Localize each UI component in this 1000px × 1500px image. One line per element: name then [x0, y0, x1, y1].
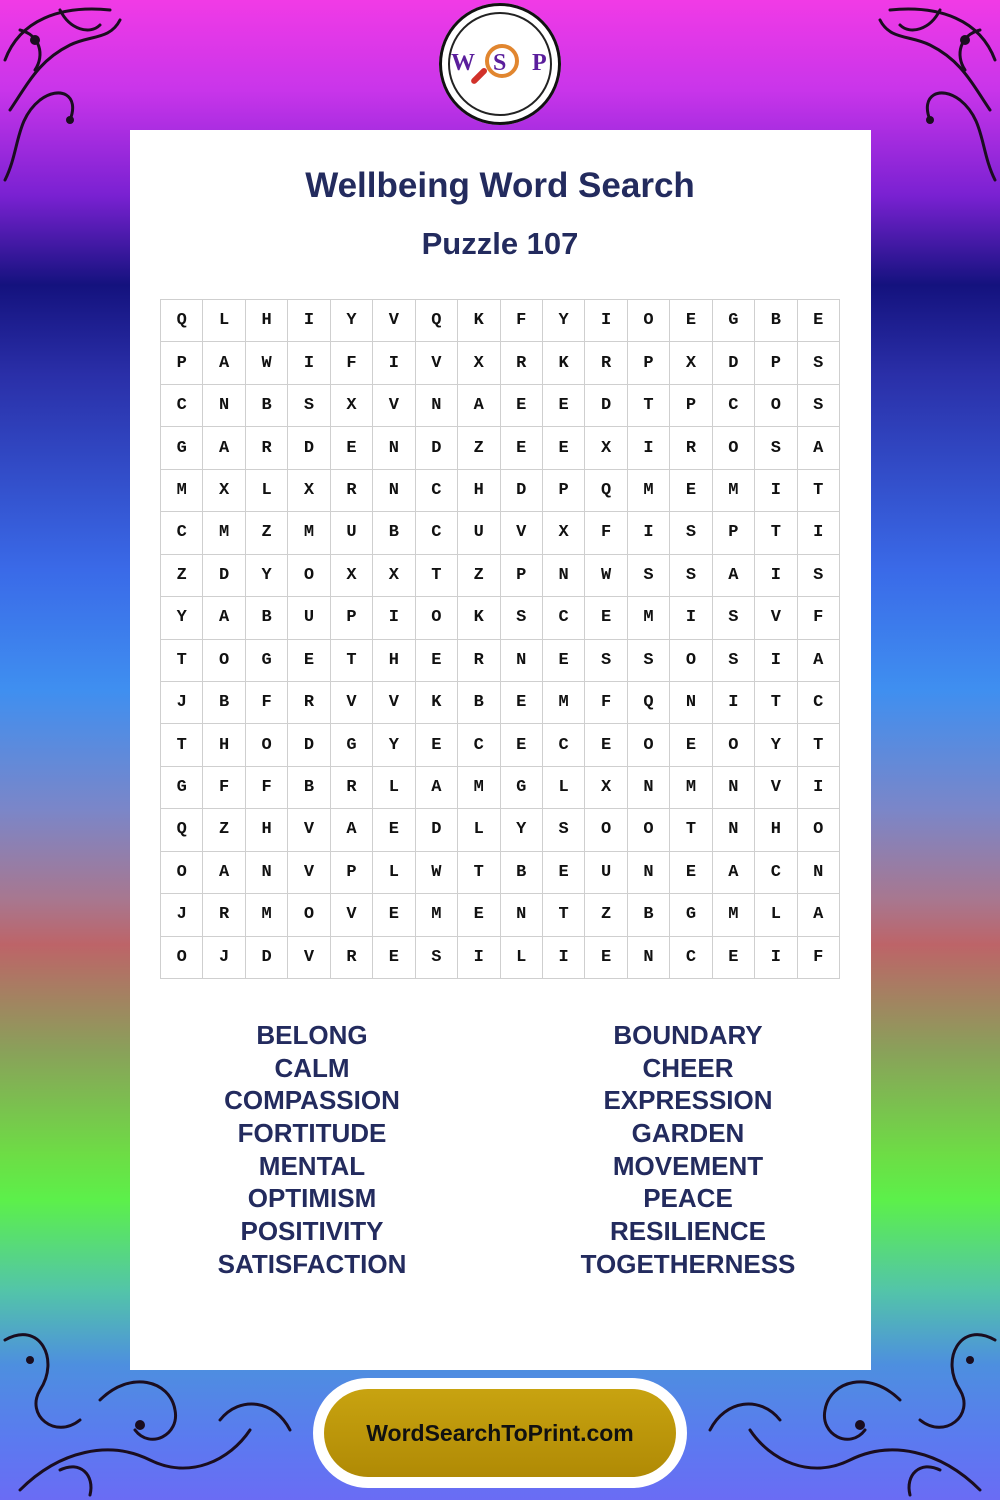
grid-cell[interactable]: Q [161, 809, 203, 851]
grid-cell[interactable]: I [755, 937, 797, 979]
grid-cell[interactable]: C [798, 682, 840, 724]
grid-cell[interactable]: H [373, 640, 415, 682]
grid-cell[interactable]: K [458, 597, 500, 639]
grid-cell[interactable]: E [670, 300, 712, 342]
grid-cell[interactable]: A [203, 342, 245, 384]
grid-cell[interactable]: F [798, 937, 840, 979]
grid-cell[interactable]: O [246, 724, 288, 766]
grid-cell[interactable]: S [288, 385, 330, 427]
grid-cell[interactable]: X [585, 767, 627, 809]
grid-cell[interactable]: S [416, 937, 458, 979]
grid-cell[interactable]: C [458, 724, 500, 766]
grid-cell[interactable]: S [713, 597, 755, 639]
word-list-right [488, 1019, 888, 1281]
page-title: Wellbeing Word Search [305, 166, 695, 205]
grid-cell[interactable]: I [585, 300, 627, 342]
grid-cell[interactable]: O [416, 597, 458, 639]
grid-cell[interactable]: S [798, 385, 840, 427]
grid-cell[interactable]: Y [543, 300, 585, 342]
grid-cell[interactable]: W [246, 342, 288, 384]
grid-cell[interactable]: E [798, 300, 840, 342]
word-item: PEACE [643, 1183, 733, 1214]
word-item: FORTITUDE [237, 1118, 387, 1149]
grid-cell[interactable]: C [416, 512, 458, 554]
grid-cell[interactable]: S [628, 640, 670, 682]
grid-cell[interactable]: T [416, 555, 458, 597]
grid-cell[interactable]: D [501, 470, 543, 512]
grid-cell[interactable]: V [755, 767, 797, 809]
grid-cell[interactable]: E [458, 894, 500, 936]
grid-cell[interactable]: P [670, 385, 712, 427]
grid-cell[interactable]: T [798, 724, 840, 766]
grid-cell[interactable]: C [543, 597, 585, 639]
logo-letter: W [451, 50, 475, 76]
grid-cell[interactable]: N [501, 640, 543, 682]
grid-cell[interactable]: N [670, 682, 712, 724]
word-item: OPTIMISM [247, 1183, 377, 1214]
grid-cell[interactable]: W [416, 852, 458, 894]
grid-cell[interactable]: X [288, 470, 330, 512]
grid-cell[interactable]: E [585, 597, 627, 639]
grid-cell[interactable]: S [670, 512, 712, 554]
grid-cell[interactable]: V [331, 682, 373, 724]
grid-cell[interactable]: C [670, 937, 712, 979]
grid-cell[interactable]: K [458, 300, 500, 342]
grid-cell[interactable]: A [713, 852, 755, 894]
grid-cell[interactable]: O [713, 724, 755, 766]
grid-cell[interactable]: L [458, 809, 500, 851]
grid-cell[interactable]: E [585, 724, 627, 766]
grid-cell[interactable]: Q [585, 470, 627, 512]
grid-cell[interactable]: J [161, 894, 203, 936]
grid-cell[interactable]: B [628, 894, 670, 936]
logo-letter: S [493, 50, 507, 76]
grid-cell[interactable]: D [416, 809, 458, 851]
grid-cell[interactable]: V [373, 385, 415, 427]
grid-cell[interactable]: B [288, 767, 330, 809]
grid-cell[interactable]: X [543, 512, 585, 554]
grid-cell[interactable]: O [628, 724, 670, 766]
grid-cell[interactable]: R [331, 937, 373, 979]
grid-cell[interactable]: M [543, 682, 585, 724]
grid-cell[interactable]: T [755, 682, 797, 724]
grid-cell[interactable]: E [543, 640, 585, 682]
grid-cell[interactable]: O [161, 937, 203, 979]
grid-cell[interactable]: J [203, 937, 245, 979]
grid-cell[interactable]: M [288, 512, 330, 554]
grid-cell[interactable]: U [288, 597, 330, 639]
grid-cell[interactable]: T [543, 894, 585, 936]
grid-cell[interactable]: I [755, 640, 797, 682]
grid-cell[interactable]: U [458, 512, 500, 554]
grid-cell[interactable]: Y [501, 809, 543, 851]
grid-cell[interactable]: V [288, 852, 330, 894]
grid-cell[interactable]: Y [755, 724, 797, 766]
grid-cell[interactable]: K [416, 682, 458, 724]
grid-cell[interactable]: I [755, 555, 797, 597]
grid-cell[interactable]: E [501, 724, 543, 766]
grid-cell[interactable]: C [161, 512, 203, 554]
grid-cell[interactable]: O [670, 640, 712, 682]
grid-cell[interactable]: P [543, 470, 585, 512]
grid-cell[interactable]: D [288, 427, 330, 469]
grid-cell[interactable]: X [373, 555, 415, 597]
grid-cell[interactable]: Q [416, 300, 458, 342]
grid-cell[interactable]: E [331, 427, 373, 469]
word-item: TOGETHERNESS [580, 1248, 796, 1279]
grid-cell[interactable]: S [713, 640, 755, 682]
grid-cell[interactable]: T [161, 724, 203, 766]
grid-cell[interactable]: G [161, 427, 203, 469]
grid-cell[interactable]: A [203, 597, 245, 639]
grid-cell[interactable]: E [543, 427, 585, 469]
word-item: BELONG [256, 1020, 368, 1050]
grid-cell[interactable]: Z [585, 894, 627, 936]
grid-cell[interactable]: L [543, 767, 585, 809]
grid-cell[interactable]: O [161, 852, 203, 894]
grid-cell[interactable]: B [246, 597, 288, 639]
grid-cell[interactable]: Y [373, 724, 415, 766]
grid-cell[interactable]: F [585, 512, 627, 554]
grid-cell[interactable]: I [543, 937, 585, 979]
grid-cell[interactable]: S [798, 555, 840, 597]
grid-cell[interactable]: M [628, 470, 670, 512]
grid-cell[interactable]: E [288, 640, 330, 682]
grid-cell[interactable]: R [331, 767, 373, 809]
grid-cell[interactable]: R [670, 427, 712, 469]
grid-cell[interactable]: M [713, 894, 755, 936]
grid-cell[interactable]: Q [628, 682, 670, 724]
grid-cell[interactable]: O [628, 300, 670, 342]
grid-cell[interactable]: E [543, 385, 585, 427]
word-item: MOVEMENT [612, 1150, 764, 1181]
grid-cell[interactable]: J [161, 682, 203, 724]
grid-cell[interactable]: N [416, 385, 458, 427]
grid-cell[interactable]: B [458, 682, 500, 724]
grid-cell[interactable]: M [458, 767, 500, 809]
grid-cell[interactable]: D [246, 937, 288, 979]
grid-cell[interactable]: T [458, 852, 500, 894]
grid-cell[interactable]: V [288, 937, 330, 979]
grid-cell[interactable]: F [585, 682, 627, 724]
grid-cell[interactable]: T [755, 512, 797, 554]
puzzle-number: Puzzle 107 [421, 226, 579, 261]
grid-cell[interactable]: G [501, 767, 543, 809]
grid-cell[interactable]: B [246, 385, 288, 427]
grid-cell[interactable]: O [203, 640, 245, 682]
grid-cell[interactable]: H [458, 470, 500, 512]
grid-cell[interactable]: I [373, 597, 415, 639]
grid-cell[interactable]: V [331, 894, 373, 936]
grid-cell[interactable]: U [585, 852, 627, 894]
grid-cell[interactable]: U [331, 512, 373, 554]
grid-cell[interactable]: F [331, 342, 373, 384]
grid-cell[interactable]: M [161, 470, 203, 512]
grid-cell[interactable]: I [288, 342, 330, 384]
grid-cell[interactable]: A [203, 852, 245, 894]
grid-cell[interactable]: Q [161, 300, 203, 342]
grid-cell[interactable]: S [543, 809, 585, 851]
grid-cell[interactable]: N [798, 852, 840, 894]
grid-cell[interactable]: Y [331, 300, 373, 342]
grid-cell[interactable]: P [331, 597, 373, 639]
grid-cell[interactable]: Z [203, 809, 245, 851]
logo-letter: P [532, 50, 547, 76]
grid-cell[interactable]: B [203, 682, 245, 724]
grid-cell[interactable]: Z [458, 427, 500, 469]
grid-cell[interactable]: N [713, 767, 755, 809]
grid-cell[interactable]: P [501, 555, 543, 597]
grid-cell[interactable]: E [501, 682, 543, 724]
grid-cell[interactable]: L [373, 767, 415, 809]
grid-cell[interactable]: D [203, 555, 245, 597]
word-list-left [112, 1019, 512, 1281]
grid-cell[interactable]: R [246, 427, 288, 469]
grid-cell[interactable]: E [585, 937, 627, 979]
grid-cell[interactable]: O [798, 809, 840, 851]
grid-cell[interactable]: M [203, 512, 245, 554]
grid-cell[interactable]: C [543, 724, 585, 766]
grid-cell[interactable]: R [288, 682, 330, 724]
grid-cell[interactable]: F [203, 767, 245, 809]
grid-cell[interactable]: L [246, 470, 288, 512]
grid-cell[interactable]: E [501, 427, 543, 469]
grid-cell[interactable]: Y [246, 555, 288, 597]
grid-cell[interactable]: V [373, 682, 415, 724]
grid-cell[interactable]: S [755, 427, 797, 469]
grid-cell[interactable]: G [670, 894, 712, 936]
grid-cell[interactable]: K [543, 342, 585, 384]
grid-cell[interactable]: L [373, 852, 415, 894]
grid-cell[interactable]: A [798, 640, 840, 682]
grid-cell[interactable]: D [288, 724, 330, 766]
word-item: GARDEN [631, 1118, 745, 1149]
grid-cell[interactable]: X [670, 342, 712, 384]
grid-cell[interactable]: G [161, 767, 203, 809]
grid-cell[interactable]: O [288, 555, 330, 597]
grid-cell[interactable]: I [373, 342, 415, 384]
grid-cell[interactable]: A [798, 894, 840, 936]
grid-cell[interactable]: Z [161, 555, 203, 597]
word-item: COMPASSION [224, 1085, 400, 1116]
grid-cell[interactable]: S [798, 342, 840, 384]
grid-cell[interactable]: R [458, 640, 500, 682]
grid-cell[interactable]: T [161, 640, 203, 682]
grid-cell[interactable]: E [501, 385, 543, 427]
grid-cell[interactable]: F [246, 682, 288, 724]
grid-cell[interactable]: E [416, 640, 458, 682]
grid-cell[interactable]: X [203, 470, 245, 512]
grid-cell[interactable]: I [628, 427, 670, 469]
grid-cell[interactable]: N [628, 767, 670, 809]
grid-cell[interactable]: D [416, 427, 458, 469]
grid-cell[interactable]: P [713, 512, 755, 554]
grid-cell[interactable]: N [713, 809, 755, 851]
grid-cell[interactable]: I [288, 300, 330, 342]
grid-cell[interactable]: C [755, 852, 797, 894]
grid-cell[interactable]: C [416, 470, 458, 512]
grid-cell[interactable]: H [246, 300, 288, 342]
grid-cell[interactable]: O [755, 385, 797, 427]
word-item: MENTAL [258, 1150, 366, 1181]
grid-cell[interactable]: E [373, 937, 415, 979]
grid-cell[interactable]: X [585, 427, 627, 469]
grid-cell[interactable]: T [798, 470, 840, 512]
word-item: POSITIVITY [240, 1216, 384, 1247]
grid-cell[interactable]: E [543, 852, 585, 894]
grid-cell[interactable]: N [373, 427, 415, 469]
grid-cell[interactable]: B [755, 300, 797, 342]
grid-cell[interactable]: X [331, 555, 373, 597]
grid-cell[interactable]: H [755, 809, 797, 851]
grid-cell[interactable]: H [203, 724, 245, 766]
grid-cell[interactable]: E [670, 724, 712, 766]
grid-cell[interactable]: N [628, 852, 670, 894]
grid-cell[interactable]: D [713, 342, 755, 384]
grid-cell[interactable]: I [628, 512, 670, 554]
word-item: RESILIENCE [609, 1216, 767, 1247]
grid-cell[interactable]: W [585, 555, 627, 597]
grid-cell[interactable]: D [585, 385, 627, 427]
word-item: EXPRESSION [603, 1085, 773, 1116]
grid-cell[interactable]: N [543, 555, 585, 597]
grid-cell[interactable]: G [246, 640, 288, 682]
grid-cell[interactable]: V [288, 809, 330, 851]
grid-cell[interactable]: F [246, 767, 288, 809]
grid-cell[interactable]: N [246, 852, 288, 894]
grid-cell[interactable]: O [628, 809, 670, 851]
grid-cell[interactable]: F [501, 300, 543, 342]
grid-cell[interactable]: R [331, 470, 373, 512]
grid-cell[interactable]: P [331, 852, 373, 894]
grid-cell[interactable]: I [713, 682, 755, 724]
grid-cell[interactable]: H [246, 809, 288, 851]
grid-cell[interactable]: N [373, 470, 415, 512]
grid-cell[interactable]: M [416, 894, 458, 936]
grid-cell[interactable]: N [628, 937, 670, 979]
grid-cell[interactable]: R [501, 342, 543, 384]
wsp-logo [439, 3, 561, 125]
letter-grid [160, 299, 840, 979]
grid-cell[interactable]: A [203, 427, 245, 469]
grid-cell[interactable]: S [628, 555, 670, 597]
grid-cell[interactable]: M [670, 767, 712, 809]
grid-cell[interactable]: V [755, 597, 797, 639]
grid-cell[interactable]: E [670, 470, 712, 512]
grid-cell[interactable]: L [755, 894, 797, 936]
grid-cell[interactable]: N [203, 385, 245, 427]
grid-cell[interactable]: A [713, 555, 755, 597]
grid-cell[interactable]: S [501, 597, 543, 639]
grid-cell[interactable]: T [331, 640, 373, 682]
grid-cell[interactable]: M [246, 894, 288, 936]
grid-cell[interactable]: T [670, 809, 712, 851]
word-item: CALM [274, 1052, 350, 1083]
grid-cell[interactable]: V [501, 512, 543, 554]
word-item: CHEER [642, 1052, 734, 1083]
grid-cell[interactable]: O [288, 894, 330, 936]
grid-cell[interactable]: I [755, 470, 797, 512]
grid-cell[interactable]: R [585, 342, 627, 384]
grid-cell[interactable]: E [373, 894, 415, 936]
grid-cell[interactable]: I [458, 937, 500, 979]
site-badge [313, 1378, 687, 1488]
grid-cell[interactable]: V [373, 300, 415, 342]
grid-cell[interactable]: C [161, 385, 203, 427]
grid-cell[interactable]: N [501, 894, 543, 936]
grid-cell[interactable]: P [161, 342, 203, 384]
word-item: BOUNDARY [613, 1020, 763, 1050]
word-item: SATISFACTION [217, 1248, 407, 1279]
grid-cell[interactable]: I [798, 512, 840, 554]
site-link[interactable]: WordSearchToPrint.com [324, 1389, 676, 1477]
grid-cell[interactable]: S [670, 555, 712, 597]
grid-cell[interactable]: L [203, 300, 245, 342]
grid-cell[interactable]: E [670, 852, 712, 894]
grid-cell[interactable]: P [628, 342, 670, 384]
grid-cell[interactable]: M [713, 470, 755, 512]
grid-cell[interactable]: C [713, 385, 755, 427]
grid-cell[interactable]: A [416, 767, 458, 809]
grid-cell[interactable]: R [203, 894, 245, 936]
grid-cell[interactable]: T [628, 385, 670, 427]
grid-cell[interactable]: E [373, 809, 415, 851]
grid-cell[interactable]: I [670, 597, 712, 639]
grid-cell[interactable]: F [798, 597, 840, 639]
grid-cell[interactable]: V [416, 342, 458, 384]
grid-cell[interactable]: M [628, 597, 670, 639]
grid-cell[interactable]: Z [458, 555, 500, 597]
grid-cell[interactable]: Z [246, 512, 288, 554]
grid-cell[interactable]: Y [161, 597, 203, 639]
grid-cell[interactable]: X [331, 385, 373, 427]
grid-cell[interactable]: A [331, 809, 373, 851]
grid-cell[interactable]: G [331, 724, 373, 766]
grid-cell[interactable]: I [798, 767, 840, 809]
grid-cell[interactable]: G [713, 300, 755, 342]
grid-cell[interactable]: L [501, 937, 543, 979]
grid-cell[interactable]: A [458, 385, 500, 427]
grid-cell[interactable]: B [373, 512, 415, 554]
grid-cell[interactable]: S [585, 640, 627, 682]
grid-cell[interactable]: X [458, 342, 500, 384]
grid-cell[interactable]: O [713, 427, 755, 469]
grid-cell[interactable]: E [713, 937, 755, 979]
grid-cell[interactable]: E [416, 724, 458, 766]
grid-cell[interactable]: P [755, 342, 797, 384]
grid-cell[interactable]: O [585, 809, 627, 851]
grid-cell[interactable]: A [798, 427, 840, 469]
grid-cell[interactable]: B [501, 852, 543, 894]
